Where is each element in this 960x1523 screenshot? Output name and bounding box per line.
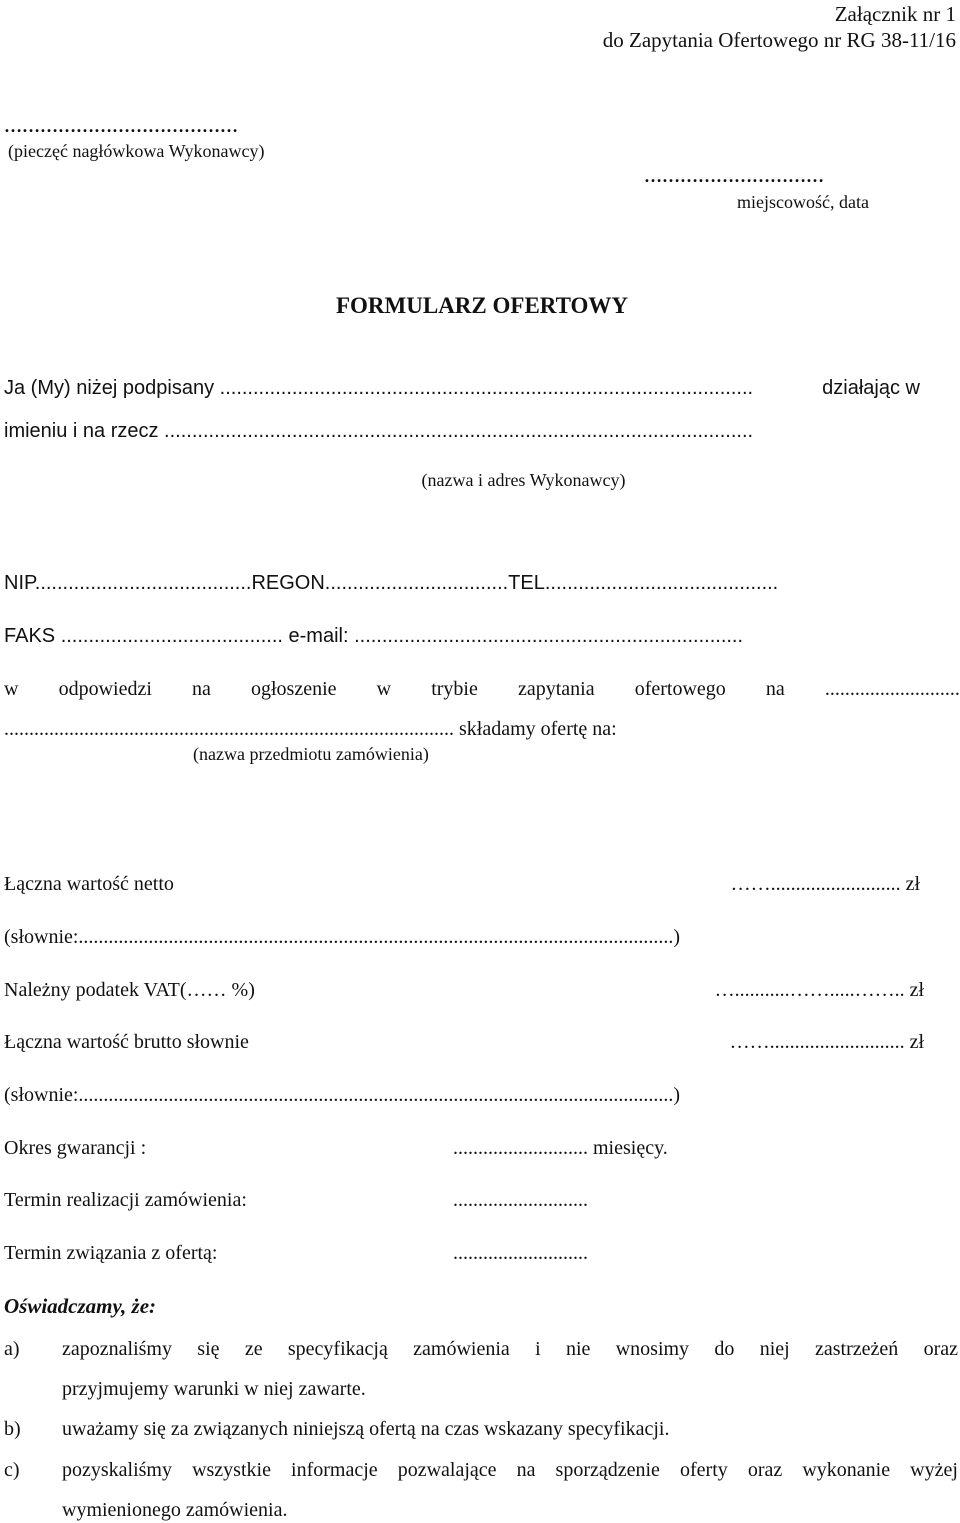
- declaration-c-line-1: [62, 1460, 958, 1480]
- binding-term-field: ...........................: [453, 1242, 588, 1264]
- response-word: ogłoszenie: [250, 678, 337, 700]
- declaration-marker-a: a): [4, 1338, 20, 1360]
- contractor-caption: (nazwa i adres Wykonawcy): [421, 470, 626, 490]
- declaration-a-word: do: [714, 1338, 735, 1360]
- response-word: ofertowego: [634, 678, 726, 700]
- response-word: w: [376, 678, 392, 700]
- declaration-a-word: zapoznaliśmy: [62, 1338, 172, 1360]
- contact-line-nip-regon-tel: NIP.......................................REGON.................................TEL..........................................: [4, 572, 779, 594]
- declaration-c-word: pozyskaliśmy: [62, 1459, 172, 1481]
- subject-caption: (nazwa przedmiotu zamówienia): [193, 744, 429, 764]
- declaration-a-word: nie: [565, 1338, 591, 1360]
- response-word: na: [191, 678, 211, 700]
- declaration-c-word: sporządzenie: [555, 1459, 660, 1481]
- declaration-c-word: oferty: [680, 1459, 728, 1481]
- declaration-c-line-2: wymienionego zamówienia.: [62, 1499, 288, 1521]
- declaration-a-word: zastrzeżeń: [815, 1338, 899, 1360]
- declaration-a-word: oraz: [923, 1338, 958, 1360]
- net-value-field: …….......................... zł: [730, 873, 920, 895]
- declaration-c-word: wszystkie: [192, 1459, 271, 1481]
- declaration-a-line-1: [62, 1339, 958, 1359]
- contact-line-fax-email: FAKS ........................................ e-mail: ......................................................................: [4, 625, 744, 647]
- intro-acting: działając w: [822, 377, 920, 399]
- net-value-in-words: (słownie:.......................................................................................................................): [4, 926, 681, 948]
- place-date-label: miejscowość, data: [737, 192, 869, 212]
- intro-line-2: imieniu i na rzecz ..........................................................................................................: [4, 420, 754, 442]
- intro-signatory: Ja (My) niżej podpisany ................................................................................................: [4, 377, 754, 399]
- response-word: na: [765, 678, 785, 700]
- declaration-c-word: informacje: [291, 1459, 378, 1481]
- delivery-term-field: ...........................: [453, 1189, 588, 1211]
- warranty-field: ........................... miesięcy.: [453, 1137, 668, 1159]
- declaration-a-word: niej: [759, 1338, 790, 1360]
- declaration-c-word: pozwalające: [397, 1459, 497, 1481]
- response-word: trybie: [431, 678, 478, 700]
- gross-value-field: ……........................... zł: [729, 1031, 924, 1053]
- declarations-heading: Oświadczamy, że:: [4, 1294, 157, 1318]
- stamp-label: (pieczęć nagłówkowa Wykonawcy): [8, 141, 265, 161]
- response-word: odpowiedzi: [58, 678, 152, 700]
- declaration-a-word: ze: [244, 1338, 263, 1360]
- response-word: w: [4, 678, 19, 700]
- vat-field: …...........…….....…….. zł: [714, 979, 924, 1001]
- declaration-c-word: oraz: [747, 1459, 783, 1481]
- response-line-1: [4, 679, 960, 699]
- declaration-a-word: i: [535, 1338, 541, 1360]
- gross-value-label: Łączna wartość brutto słownie: [4, 1031, 249, 1053]
- declaration-b-line-1: uważamy się za związanych niniejszą ofertą na czas wskazany specyfikacji.: [62, 1418, 670, 1440]
- warranty-label: Okres gwarancji :: [4, 1137, 147, 1159]
- intro-line-1: [4, 378, 920, 398]
- declaration-a-line-2: przyjmujemy warunki w niej zawarte.: [62, 1378, 366, 1400]
- declaration-a-word: zamówienia: [413, 1338, 510, 1360]
- gross-value-in-words: (słownie:.......................................................................................................................): [4, 1084, 681, 1106]
- net-value-label: Łączna wartość netto: [4, 873, 174, 895]
- declaration-marker-c: c): [4, 1459, 20, 1481]
- delivery-term-label: Termin realizacji zamówienia:: [4, 1189, 247, 1211]
- declaration-a-word: wnosimy: [615, 1338, 690, 1360]
- place-date-dots: …………………………: [644, 166, 824, 186]
- binding-term-label: Termin związania z ofertą:: [4, 1242, 218, 1264]
- stamp-dots: …………………………………: [4, 116, 238, 136]
- annex-number: Załącznik nr 1: [834, 2, 956, 26]
- declaration-c-word: na: [516, 1459, 536, 1481]
- page-title: FORMULARZ OFERTOWY: [335, 293, 629, 318]
- declaration-marker-b: b): [4, 1418, 21, 1440]
- declaration-a-word: się: [197, 1338, 220, 1360]
- declaration-c-word: wykonanie: [802, 1459, 891, 1481]
- declaration-c-word: wyżej: [910, 1459, 958, 1481]
- response-line-2: .......................................................................................... składamy ofertę na:: [4, 718, 617, 740]
- response-word: zapytania: [517, 678, 595, 700]
- response-word: ...........................: [824, 678, 960, 700]
- annex-reference: do Zapytania Ofertowego nr RG 38-11/16: [602, 28, 956, 52]
- declaration-a-word: specyfikacją: [287, 1338, 388, 1360]
- vat-label: Należny podatek VAT(…… %): [4, 979, 255, 1001]
